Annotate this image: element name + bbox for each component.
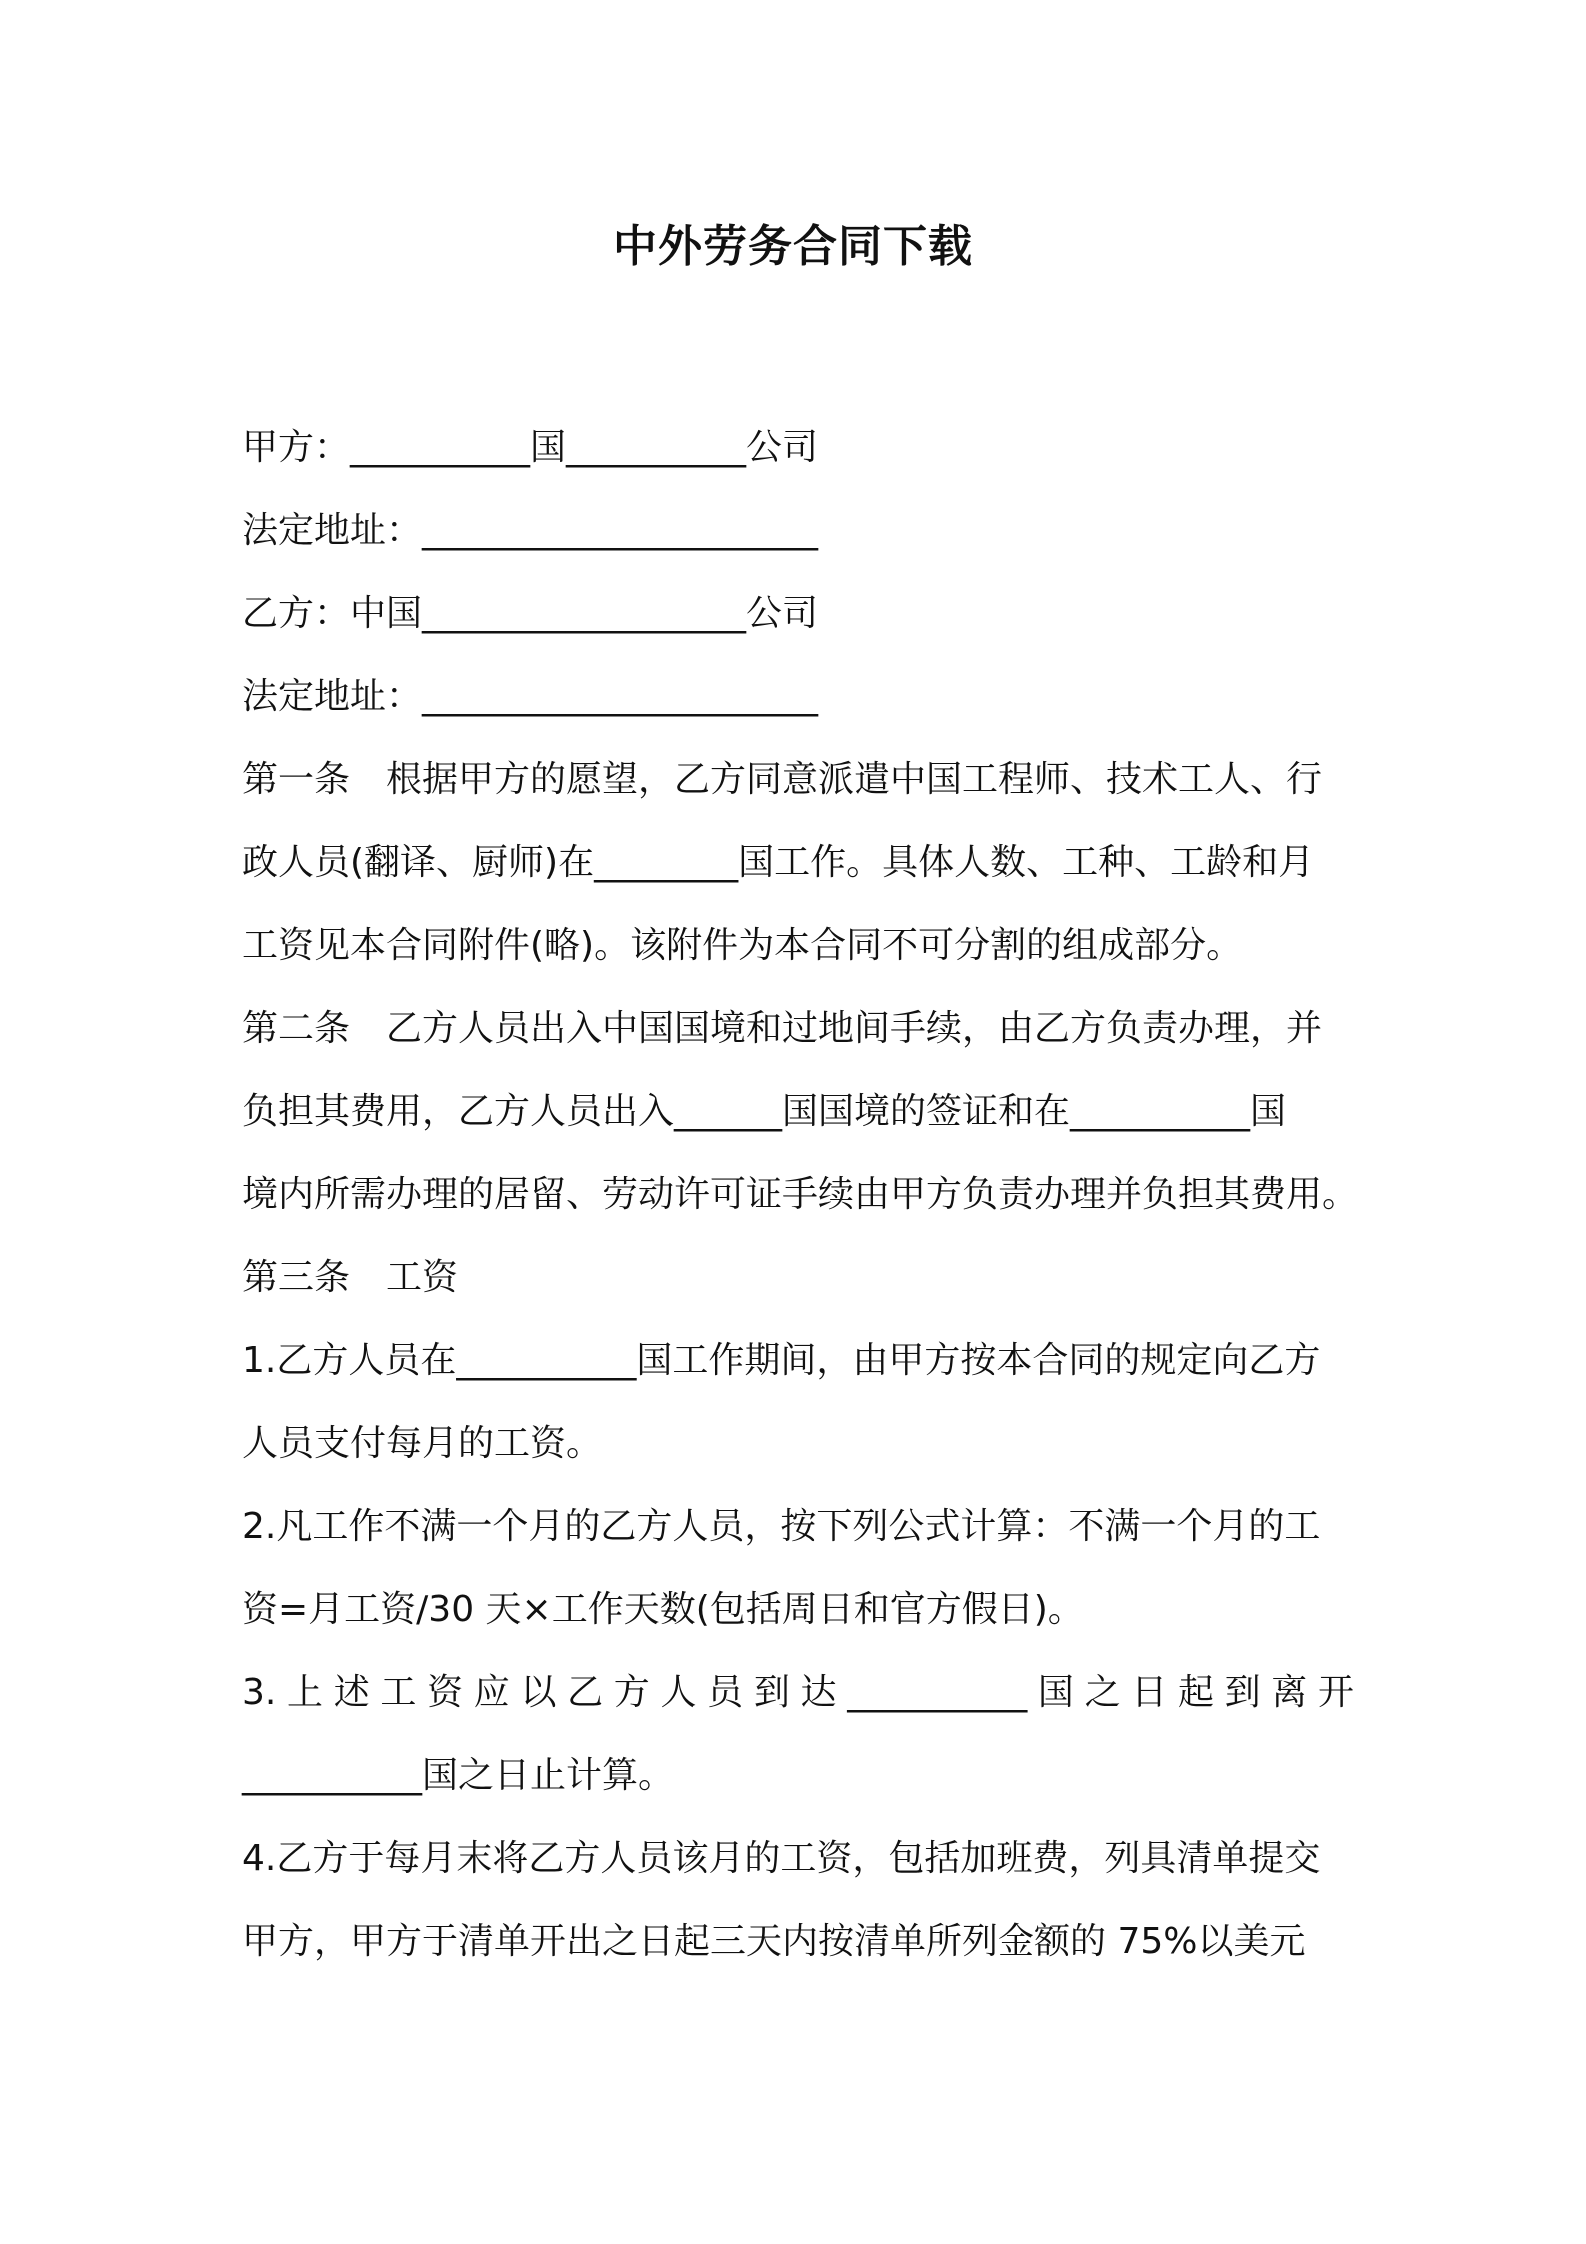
party-b-line: 乙方：中国__________________公司 (242, 593, 819, 634)
article-2-line-2: 负担其费用，乙方人员出入______国国境的签证和在__________国 (242, 1091, 1287, 1132)
party-a-line: 甲方：__________国__________公司 (242, 427, 819, 468)
article-3-item-1-line-1: 1.乙方人员在__________国工作期间，由甲方按本合同的规定向乙方 (242, 1340, 1321, 1381)
article-3-item-2-line-1: 2.凡工作不满一个月的乙方人员，按下列公式计算：不满一个月的工 (242, 1506, 1321, 1547)
article-3-item-4-line-1: 4.乙方于每月末将乙方人员该月的工资，包括加班费，列具清单提交 (242, 1838, 1321, 1879)
article-3-item-3-line-2: __________国之日止计算。 (242, 1755, 675, 1796)
article-1-line-1: 第一条 根据甲方的愿望，乙方同意派遣中国工程师、技术工人、行 (242, 759, 1323, 800)
document-body (242, 406, 1372, 1983)
article-3-item-2-line-2: 资=月工资/30 天×工作天数(包括周日和官方假日)。 (242, 1589, 1084, 1630)
article-3-heading: 第三条 工资 (242, 1257, 459, 1298)
article-3-item-3-line-1: 3.上述工资应以乙方人员到达__________国之日起到离开 (242, 1672, 1354, 1713)
article-2-line-3: 境内所需办理的居留、劳动许可证手续由甲方负责办理并负担其费用。 (242, 1174, 1359, 1215)
document-title: 中外劳务合同下载 (613, 221, 973, 272)
article-1-line-2: 政人员(翻译、厨师)在________国工作。具体人数、工种、工龄和月 (242, 842, 1315, 883)
article-3-item-4-line-2: 甲方，甲方于清单开出之日起三天内按清单所列金额的 75%以美元 (242, 1921, 1306, 1962)
article-2-line-1: 第二条 乙方人员出入中国国境和过地间手续，由乙方负责办理，并 (242, 1008, 1323, 1049)
party-b-address-line: 法定地址：______________________ (242, 676, 819, 717)
article-3-item-1-line-2: 人员支付每月的工资。 (242, 1423, 603, 1464)
article-1-line-3: 工资见本合同附件(略)。该附件为本合同不可分割的组成部分。 (242, 925, 1243, 966)
party-a-address-line: 法定地址：______________________ (242, 510, 819, 551)
